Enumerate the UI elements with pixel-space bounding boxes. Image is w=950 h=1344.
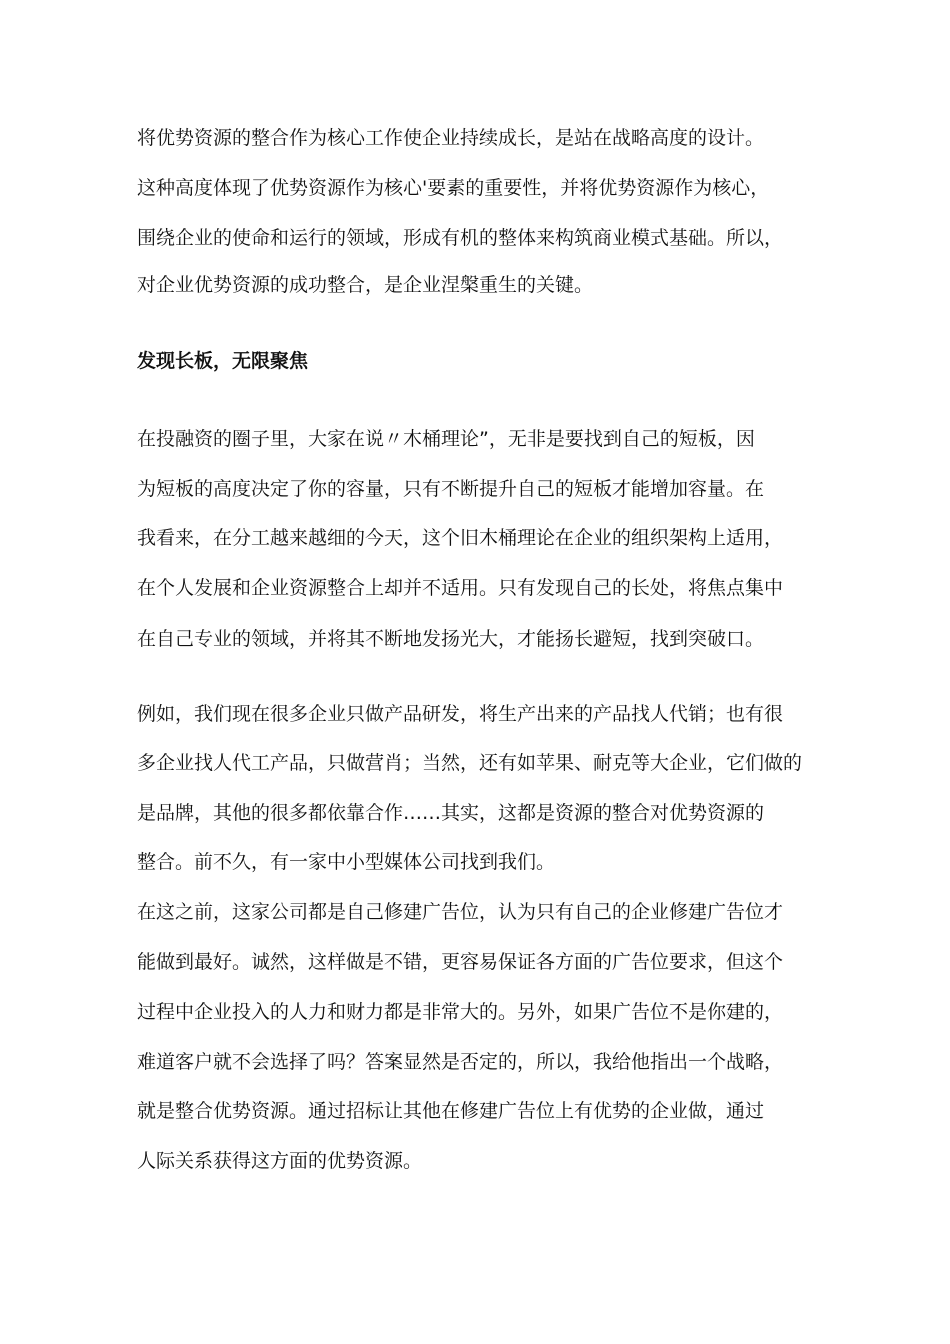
paragraph-3-line-7: 过程中企业投入的人力和财力都是非常大的。另外，如果广告位不是你建的，: [137, 1001, 784, 1023]
paragraph-2-line-5: 在自己专业的领域，并将其不断地发扬光大，才能扬长避短，找到突破口。: [137, 628, 765, 650]
paragraph-2-line-4: 在个人发展和企业资源整合上却并不适用。只有发现自己的长处，将焦点集中: [137, 577, 784, 599]
paragraph-1-line-3: 围绕企业的使命和运行的领域，形成有机的整体来构筑商业模式基础。所以，: [137, 227, 784, 249]
paragraph-1-line-2: 这种高度体现了优势资源作为核心'要素的重要性，并将优势资源作为核心，: [137, 177, 770, 199]
paragraph-3-line-6: 能做到最好。诚然，这样做是不错，更容易保证各方面的广告位要求，但这个: [137, 951, 784, 973]
paragraph-3-line-3: 是品牌，其他的很多都依靠合作……其实，这都是资源的整合对优势资源的: [137, 802, 765, 824]
paragraph-3-line-1: 例如，我们现在很多企业只做产品研发，将生产出来的产品找人代销；也有很: [137, 703, 784, 725]
paragraph-3-line-9: 就是整合优势资源。通过招标让其他在修建广告位上有优势的企业做，通过: [137, 1100, 765, 1122]
paragraph-3-line-8: 难道客户就不会选择了吗？答案显然是否定的，所以，我给他指出一个战略，: [137, 1051, 784, 1073]
paragraph-3-line-4: 整合。前不久，有一家中小型媒体公司找到我们。: [137, 851, 556, 873]
paragraph-1-line-1: 将优势资源的整合作为核心工作使企业持续成长，是站在战略高度的设计。: [137, 127, 765, 149]
paragraph-3-line-5: 在这之前，这家公司都是自己修建广告位，认为只有自己的企业修建广告位才: [137, 901, 784, 923]
paragraph-2-line-2: 为短板的高度决定了你的容量，只有不断提升自己的短板才能增加容量。在: [137, 478, 765, 500]
section-heading: 发现长板，无限聚焦: [137, 350, 309, 372]
paragraph-3-line-10: 人际关系获得这方面的优势资源。: [137, 1150, 423, 1172]
paragraph-1-line-4: 对企业优势资源的成功整合，是企业涅槃重生的关键。: [137, 274, 594, 296]
paragraph-2-line-1: 在投融资的圈子里，大家在说〃木桶理论”，无非是要找到自己的短板，因: [137, 428, 755, 450]
paragraph-2-line-3: 我看来，在分工越来越细的今天，这个旧木桶理论在企业的组织架构上适用，: [137, 527, 784, 549]
paragraph-3-line-2: 多企业找人代工产品，只做营肖；当然，还有如苹果、耐克等大企业，它们做的: [137, 752, 803, 774]
